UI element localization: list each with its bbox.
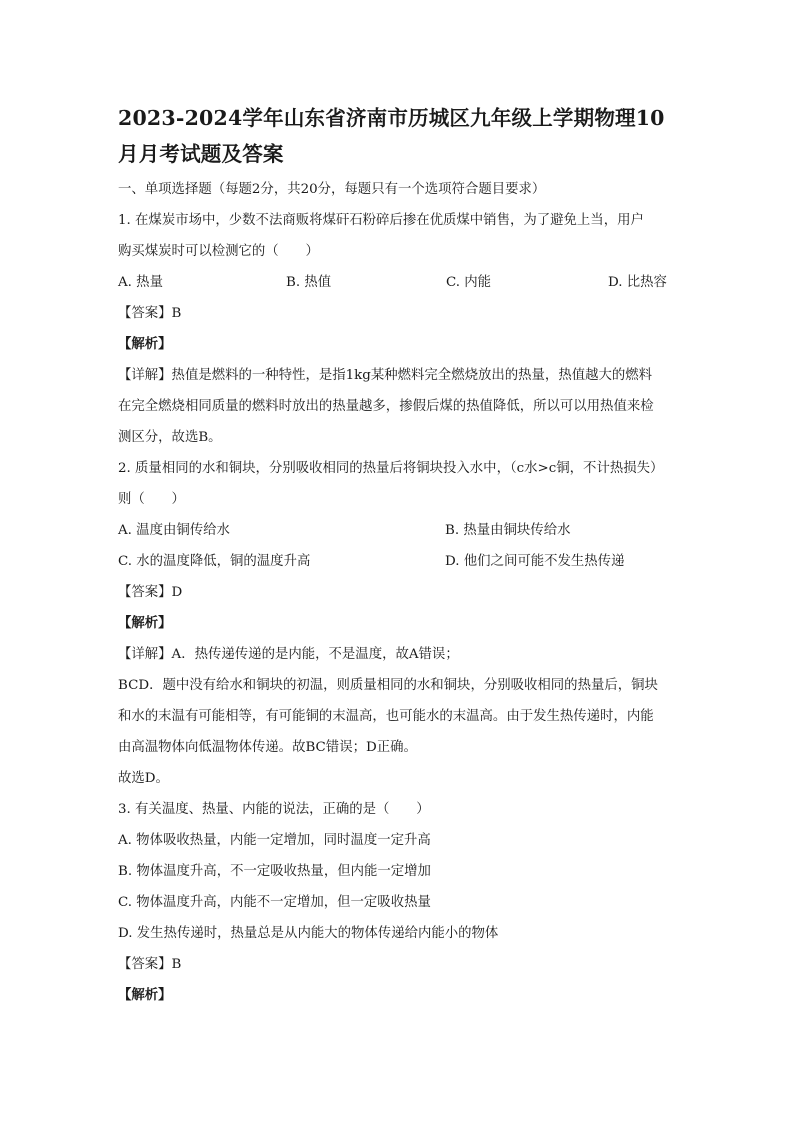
- stem-line: 3. 有关温度、热量、内能的说法，正确的是（ ）: [118, 802, 430, 817]
- option-b: B. 热量由铜块传给水: [445, 523, 571, 538]
- detail-line: 【详解】热值是燃料的一种特性，是指1kg某种燃料完全燃烧放出的热量，热值越大的燃料: [118, 368, 653, 383]
- stem-line: 则（ ）: [118, 492, 185, 507]
- question-stem: [118, 794, 678, 825]
- option-b: B. 热值: [286, 275, 332, 290]
- option-c: C. 内能: [446, 275, 492, 290]
- document-content: [118, 100, 678, 1011]
- detail-line: 由高温物体向低温物体传递。故BC错误；D正确。: [118, 740, 417, 755]
- option-row: [118, 546, 678, 577]
- option-a: A. 热量: [118, 275, 163, 290]
- analysis-label: 【解析】: [118, 336, 172, 352]
- question-stem: [118, 453, 678, 515]
- question-1: [118, 205, 678, 453]
- analysis-label: 【解析】: [118, 615, 172, 631]
- option-d: D. 他们之间可能不发生热传递: [445, 554, 625, 569]
- option-b: B. 物体温度升高，不一定吸收热量，但内能一定增加: [118, 864, 431, 879]
- option-row: [118, 267, 678, 298]
- detail-line: BCD．题中没有给水和铜块的初温，则质量相同的水和铜块，分别吸收相同的热量后，铜块: [118, 678, 658, 693]
- option-row: [118, 515, 678, 546]
- section-heading: 一、单项选择题（每题2分，共20分，每题只有一个选项符合题目要求）: [118, 182, 546, 197]
- option-a: A. 温度由铜传给水: [118, 523, 230, 538]
- title-line-1: 2023-2024学年山东省济南市历城区九年级上学期物理10: [118, 106, 665, 130]
- option-d: D. 比热容: [608, 275, 667, 290]
- stem-line: 购买煤炭时可以检测它的（ ）: [118, 244, 319, 259]
- document-title: [118, 100, 678, 172]
- option-d: D. 发生热传递时，热量总是从内能大的物体传递给内能小的物体: [118, 926, 499, 941]
- question-3: [118, 794, 678, 1011]
- answer-label: 【答案】B: [118, 957, 182, 972]
- question-stem: [118, 205, 678, 267]
- detail-text: [118, 639, 678, 794]
- detail-line: 和水的末温有可能相等，有可能铜的末温高，也可能水的末温高。由于发生热传递时，内能: [118, 709, 654, 724]
- detail-line: 【详解】A．热传递传递的是内能，不是温度，故A错误；: [118, 647, 459, 662]
- detail-line: 在完全燃烧相同质量的燃料时放出的热量越多，掺假后煤的热值降低，所以可以用热值来检: [118, 399, 654, 414]
- title-line-2: 月月考试题及答案: [118, 142, 284, 166]
- answer-label: 【答案】D: [118, 585, 183, 600]
- stem-line: 2. 质量相同的水和铜块，分别吸收相同的热量后将铜块投入水中，（c水>c铜，不计热损失）: [118, 461, 664, 476]
- option-a: A. 物体吸收热量，内能一定增加，同时温度一定升高: [118, 833, 431, 848]
- question-2: [118, 453, 678, 794]
- option-c: C. 物体温度升高，内能不一定增加，但一定吸收热量: [118, 895, 431, 910]
- answer-label: 【答案】B: [118, 306, 182, 321]
- analysis-label: 【解析】: [118, 987, 172, 1003]
- stem-line: 1. 在煤炭市场中，少数不法商贩将煤矸石粉碎后掺在优质煤中销售，为了避免上当，用户: [118, 213, 644, 228]
- option-c: C. 水的温度降低，铜的温度升高: [118, 554, 311, 569]
- detail-text: [118, 360, 678, 453]
- detail-line: 测区分，故选B。: [118, 430, 222, 445]
- detail-line: 故选D。: [118, 771, 169, 786]
